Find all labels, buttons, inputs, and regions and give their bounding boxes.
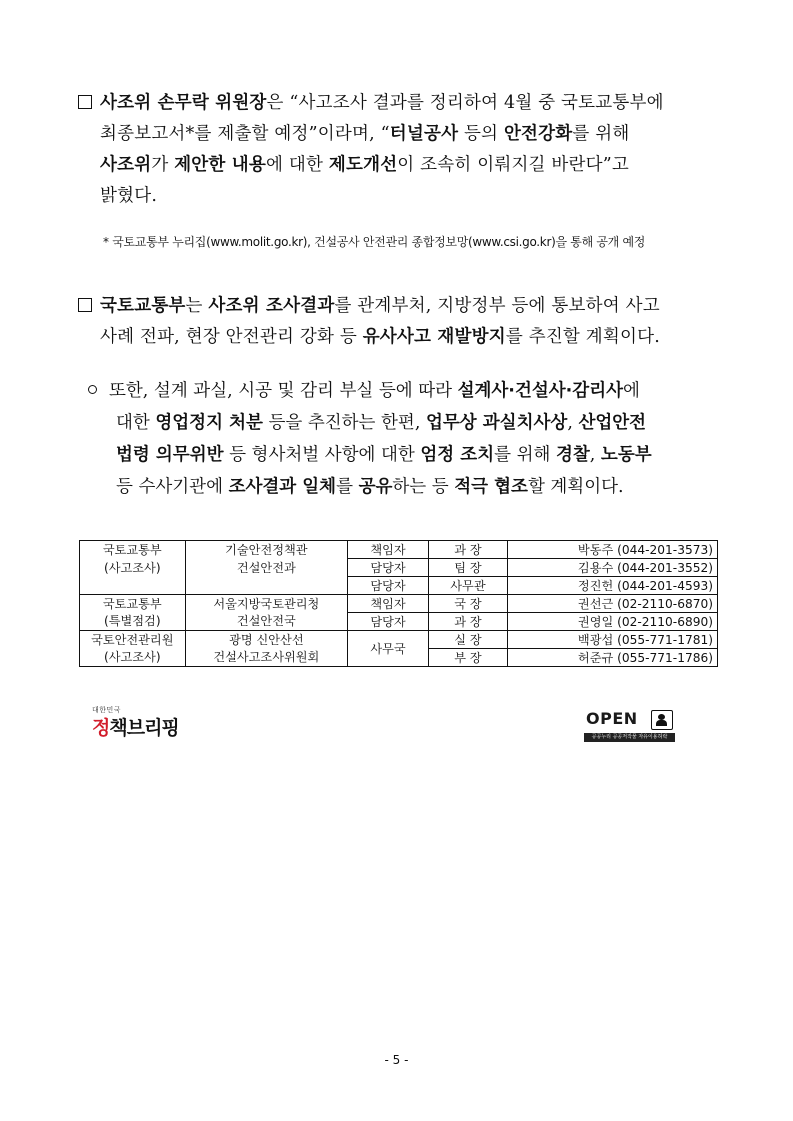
org-cell-continued bbox=[80, 577, 186, 595]
para3-line3 bbox=[88, 439, 723, 471]
dept-cell: 광명 신안산선 bbox=[185, 631, 348, 649]
title-cell: 과 장 bbox=[428, 541, 507, 559]
checkbox-bullet-icon bbox=[78, 298, 92, 312]
logo-wordmark-black: 책브리핑 bbox=[109, 717, 179, 739]
circle-bullet-icon bbox=[88, 385, 97, 394]
para3-line1 bbox=[88, 375, 723, 407]
title-cell: 실 장 bbox=[428, 631, 507, 649]
name-phone-cell: 백광섭 (055-771-1781) bbox=[507, 631, 717, 649]
emphasis-text: 산업안전 bbox=[578, 413, 647, 433]
paragraph-sanctions bbox=[88, 375, 723, 503]
emphasis-text: 업무상 과실치사상 bbox=[425, 413, 568, 433]
body-text: 할 계획이다. bbox=[527, 477, 624, 497]
body-text: 등의 bbox=[458, 124, 504, 144]
emphasis-text: 유사사고 재발방지 bbox=[362, 327, 506, 347]
body-text: 사례 전파, 현장 안전관리 강화 등 bbox=[100, 327, 363, 347]
para3-line4 bbox=[88, 471, 723, 503]
name-phone-cell: 정진헌 (044-201-4593) bbox=[507, 577, 717, 595]
table-row bbox=[80, 613, 718, 631]
emphasis-text: 법령 의무위반 bbox=[116, 445, 224, 465]
body-text: 를 위해 bbox=[494, 445, 556, 465]
paragraph-committee-chair bbox=[78, 88, 723, 212]
body-text: 이 조속히 이뤄지길 바란다”고 bbox=[397, 155, 629, 175]
name-phone-cell: 권선근 (02-2110-6870) bbox=[507, 595, 717, 613]
org-cell: (사고조사) bbox=[80, 649, 186, 667]
title-cell: 팀 장 bbox=[428, 559, 507, 577]
body-text: 등을 추진하는 한편, bbox=[262, 413, 426, 433]
dept-cell: 건설안전국 bbox=[185, 613, 348, 631]
body-text: 밝혔다. bbox=[100, 186, 158, 206]
dept-cell: 건설사고조사위원회 bbox=[185, 649, 348, 667]
org-cell: 국토교통부 bbox=[80, 541, 186, 559]
role-cell: 담당자 bbox=[348, 577, 429, 595]
body-text: 등 형사처벌 사항에 대한 bbox=[223, 445, 421, 465]
body-text: , bbox=[567, 413, 579, 433]
checkbox-bullet-icon bbox=[78, 95, 92, 109]
emphasis-text: 영업정지 처분 bbox=[155, 413, 263, 433]
emphasis-text: 설계사·건설사·감리사 bbox=[457, 381, 624, 401]
body-text: 등 수사기관에 bbox=[116, 477, 229, 497]
title-cell: 과 장 bbox=[428, 613, 507, 631]
org-cell: 국토안전관리원 bbox=[80, 631, 186, 649]
para1-line4 bbox=[78, 181, 723, 212]
emphasis-text: 터널공사 bbox=[389, 124, 459, 144]
emphasis-text: 경찰 bbox=[555, 445, 590, 465]
title-cell: 국 장 bbox=[428, 595, 507, 613]
para3-line2 bbox=[88, 407, 723, 439]
role-cell: 담당자 bbox=[348, 559, 429, 577]
emphasis-text: 조사결과 일체 bbox=[228, 477, 337, 497]
para1-line1 bbox=[78, 88, 723, 119]
logo-small-text: 대한민국 bbox=[92, 706, 122, 714]
emphasis-text: 노동부 bbox=[600, 445, 652, 465]
title-cell: 사무관 bbox=[428, 577, 507, 595]
org-cell: 국토교통부 bbox=[80, 595, 186, 613]
footnote: * 국토교통부 누리집(www.molit.go.kr), 건설공사 안전관리 종합정보망(www.csi.go.kr)을 통해 공개 예정 bbox=[103, 235, 646, 249]
body-text: 에 대한 bbox=[266, 155, 329, 175]
logo-wordmark bbox=[92, 713, 179, 740]
emphasis-text: 안전강화 bbox=[503, 124, 573, 144]
emphasis-text: 엄정 조치 bbox=[420, 445, 495, 465]
dept-cell-continued bbox=[185, 577, 348, 595]
kogl-open-logo bbox=[584, 709, 677, 743]
org-cell: (특별점검) bbox=[80, 613, 186, 631]
table-row bbox=[80, 559, 718, 577]
paragraph-molit-followup bbox=[78, 291, 723, 353]
body-text: 대한 bbox=[116, 413, 156, 433]
table-row bbox=[80, 541, 718, 559]
title-cell: 부 장 bbox=[428, 649, 507, 667]
role-cell: 사무국 bbox=[348, 631, 429, 667]
emphasis-text: 공유 bbox=[358, 477, 393, 497]
kogl-strip-text: 공공누리 공공저작물 자유이용허락 bbox=[584, 733, 675, 742]
name-phone-cell: 허준규 (055-771-1786) bbox=[507, 649, 717, 667]
body-text: 또한, 설계 과실, 시공 및 감리 부실 등에 따라 bbox=[109, 381, 458, 401]
body-text: 가 bbox=[151, 155, 175, 175]
body-text: 은 “사고조사 결과를 정리하여 4월 중 국토교통부에 bbox=[266, 93, 664, 113]
emphasis-text: 사조위 조사결과 bbox=[208, 296, 335, 316]
body-text: 최종보고서*를 제출할 예정”이라며, “ bbox=[100, 124, 390, 144]
page-number: - 5 - bbox=[384, 1053, 409, 1067]
emphasis-text: 제안한 내용 bbox=[174, 155, 267, 175]
body-text: 를 위해 bbox=[572, 124, 630, 144]
emphasis-text: 사조위 bbox=[100, 155, 152, 175]
name-phone-cell: 김용수 (044-201-3552) bbox=[507, 559, 717, 577]
body-text: , bbox=[589, 445, 601, 465]
emphasis-text: 국토교통부 bbox=[100, 296, 186, 316]
dept-cell: 기술안전정책관 bbox=[185, 541, 348, 559]
body-text: 하는 등 bbox=[392, 477, 455, 497]
logo-wordmark-red: 정 bbox=[92, 717, 110, 739]
emphasis-text: 적극 협조 bbox=[454, 477, 528, 497]
para2-line1 bbox=[78, 291, 723, 322]
para2-line2 bbox=[78, 322, 723, 353]
attribution-person-icon bbox=[651, 710, 673, 730]
dept-cell: 건설안전과 bbox=[185, 559, 348, 577]
body-text: 를 추진할 계획이다. bbox=[505, 327, 660, 347]
para1-line3 bbox=[78, 150, 723, 181]
table-row bbox=[80, 631, 718, 649]
body-text: 는 bbox=[185, 296, 209, 316]
contact-table bbox=[79, 540, 718, 667]
open-text: OPEN bbox=[586, 709, 638, 728]
policy-briefing-logo bbox=[92, 705, 179, 740]
role-cell: 책임자 bbox=[348, 541, 429, 559]
name-phone-cell: 박동주 (044-201-3573) bbox=[507, 541, 717, 559]
name-phone-cell: 권영일 (02-2110-6890) bbox=[507, 613, 717, 631]
role-cell: 담당자 bbox=[348, 613, 429, 631]
dept-cell: 서울지방국토관리청 bbox=[185, 595, 348, 613]
org-cell: (사고조사) bbox=[80, 559, 186, 577]
para1-line2 bbox=[78, 119, 723, 150]
role-cell: 책임자 bbox=[348, 595, 429, 613]
emphasis-text: 사조위 손무락 위원장 bbox=[100, 93, 267, 113]
table-row bbox=[80, 577, 718, 595]
table-row bbox=[80, 595, 718, 613]
body-text: 를 관계부처, 지방정부 등에 통보하여 사고 bbox=[334, 296, 660, 316]
body-text: 를 bbox=[336, 477, 359, 497]
emphasis-text: 제도개선 bbox=[328, 155, 398, 175]
body-text: 에 bbox=[623, 381, 640, 401]
